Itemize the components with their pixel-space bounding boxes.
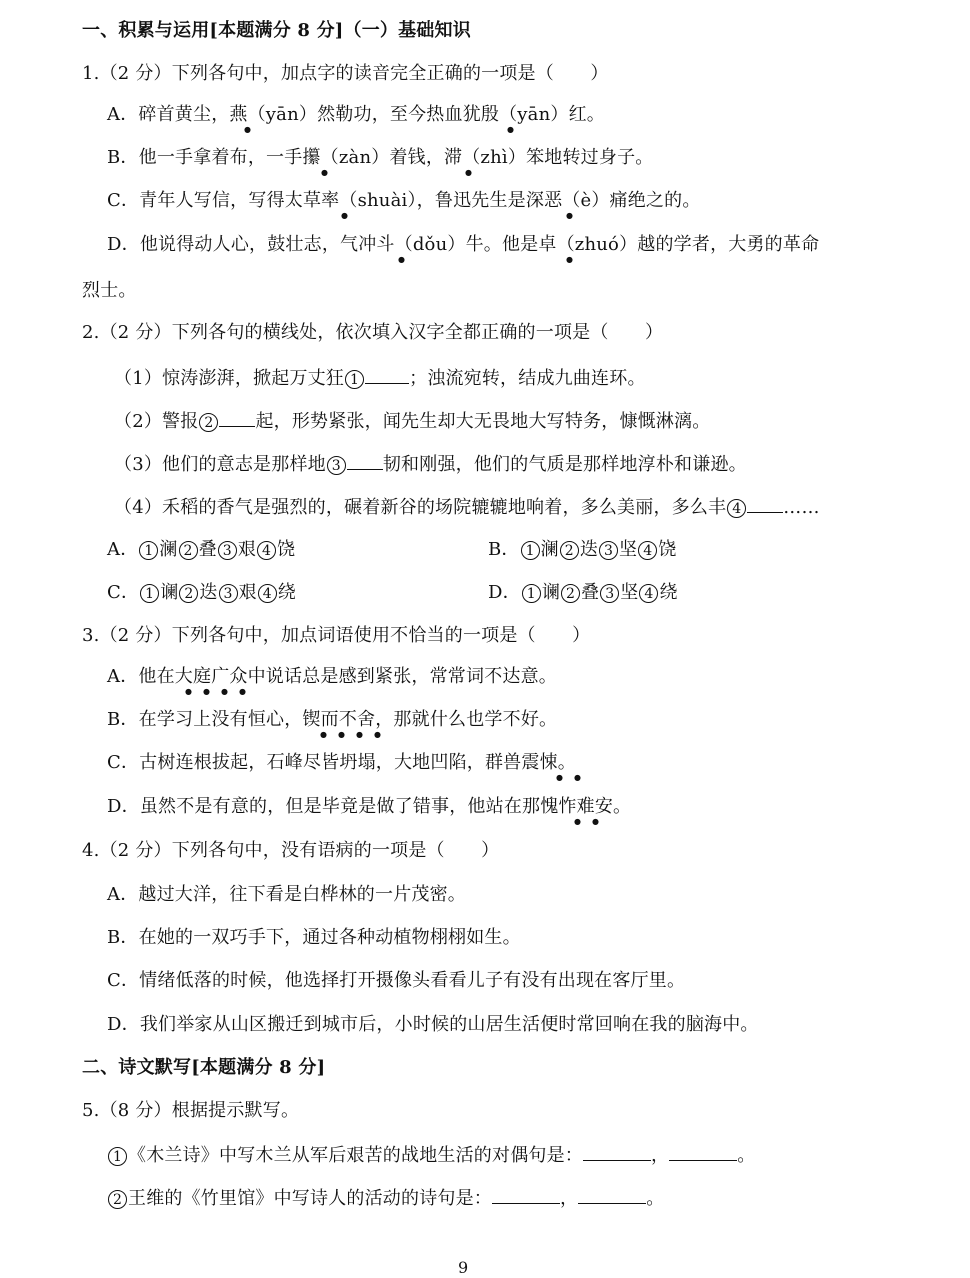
emphasis-dot: ●	[566, 255, 573, 264]
circled-number: 1	[521, 541, 540, 560]
circled-number: 2	[561, 584, 580, 603]
option-label: B．	[488, 539, 520, 560]
circled-number: 2	[560, 541, 579, 560]
emphasis-dot: ●	[398, 255, 405, 264]
emphasis-dot: ●	[338, 730, 345, 739]
emphasis-dot: ●	[592, 817, 599, 826]
q3-option-c: C．古树连根拔起，石峰尽皆坍塌，大地凹陷，群兽震悚。	[107, 752, 576, 773]
q5-item-1-text: 《木兰诗》中写木兰从军后艰苦的战地生活的对偶句是：	[128, 1145, 583, 1166]
emphasis-dot: ●	[574, 773, 581, 782]
emphasis-dot: ●	[574, 817, 581, 826]
emphasis-dot: ●	[239, 687, 246, 696]
q4-option-d: D．我们举家从山区搬迁到城市后，小时候的山居生活便时常回响在我的脑海中。	[107, 1014, 759, 1035]
emphasis-dot: ●	[341, 211, 348, 220]
option-char: 艰	[237, 539, 257, 560]
q2-s4-pre: （4）禾稻的香气是强烈的，碾着新谷的场院辘辘地响着，多么美丽，多么丰	[114, 497, 727, 518]
circled-number: 3	[219, 584, 238, 603]
circled-number: 4	[639, 584, 658, 603]
q2-s1-post: ；浊流宛转，结成九曲连环。	[409, 368, 646, 389]
q4-stem: 4.（2 分）下列各句中，没有语病的一项是（ ）	[82, 840, 500, 861]
emphasis-dot: ●	[356, 730, 363, 739]
q1-option-b: B．他一手拿着布，一手攥（zàn）着钱，滞（zhì）笨地转过身子。	[107, 147, 654, 168]
option-char: 绕	[659, 582, 678, 603]
q1-option-a: A．碎首黄尘，燕（yān）然勒功，至今热血犹殷（yān）红。	[107, 104, 605, 125]
q2-s1-pre: （1）惊涛澎湃，掀起万丈狂	[114, 368, 345, 389]
section-2-title: 二、诗文默写[本题满分 8 分]	[82, 1057, 326, 1078]
option-char: 澜	[540, 539, 559, 560]
q2-sentence-3	[114, 451, 747, 477]
section-1-title: 一、积累与运用[本题满分 8 分]（一）基础知识	[82, 20, 471, 41]
emphasis-dot: ●	[507, 125, 514, 134]
fill-blank	[747, 494, 783, 513]
q2-s2-post: 起，形势紧张，闻先生却大无畏地大写特务，慷慨淋漓。	[255, 411, 711, 432]
q2-option-c	[107, 581, 296, 605]
option-char: 迭	[579, 539, 599, 560]
option-char: 澜	[159, 539, 178, 560]
comma: ，	[560, 1188, 579, 1209]
circled-number: 1	[522, 584, 541, 603]
q2-stem: 2.（2 分）下列各句的横线处，依次填入汉字全都正确的一项是（ ）	[82, 322, 664, 343]
circled-number: 1	[140, 584, 159, 603]
q1-option-d-line1: D．他说得动人心，鼓壮志，气冲斗（dǒu）牛。他是卓（zhuó）越的学者，大勇的革命	[107, 234, 820, 255]
option-char: 饶	[658, 539, 677, 560]
q3-option-a: A．他在大庭广众中说话总是感到紧张，常常词不达意。	[107, 666, 557, 687]
circled-number: 3	[599, 541, 618, 560]
option-label: C．	[107, 582, 140, 603]
option-label: A．	[107, 539, 139, 560]
q2-s3-pre: （3）他们的意志是那样地	[114, 454, 326, 475]
option-char: 绕	[277, 582, 296, 603]
option-char: 叠	[581, 582, 600, 603]
q5-item-2-text: 王维的《竹里馆》中写诗人的活动的诗句是：	[128, 1188, 492, 1209]
q2-option-d	[488, 581, 678, 605]
q2-option-a	[107, 538, 295, 562]
q2-s3-post: 韧和刚强，他们的气质是那样地淳朴和谦逊。	[382, 454, 747, 475]
option-char: 迭	[199, 582, 218, 603]
emphasis-dot: ●	[465, 168, 472, 177]
emphasis-dot: ●	[185, 687, 192, 696]
option-char: 艰	[238, 582, 257, 603]
emphasis-dot: ●	[221, 687, 228, 696]
q2-sentence-1	[114, 365, 646, 391]
q5-item-1	[107, 1142, 755, 1168]
q2-s2-pre: （2）警报	[114, 411, 199, 432]
period: 。	[646, 1188, 665, 1209]
q3-option-b: B．在学习上没有恒心，锲而不舍，那就什么也学不好。	[107, 709, 558, 730]
q2-sentence-4	[114, 494, 820, 520]
q1-option-d-line2: 烈士。	[82, 280, 137, 301]
circled-number: 1	[108, 1147, 127, 1166]
circled-number: 1	[345, 370, 364, 389]
circled-number: 3	[327, 456, 346, 475]
q2-sentence-2	[114, 408, 710, 434]
option-label: D．	[488, 582, 521, 603]
option-char: 坚	[619, 539, 638, 560]
option-char: 饶	[277, 539, 296, 560]
q5-stem: 5.（8 分）根据提示默写。	[82, 1100, 300, 1121]
circled-number: 1	[139, 541, 158, 560]
answer-blank[interactable]	[578, 1185, 646, 1204]
emphasis-dot: ●	[244, 125, 251, 134]
fill-blank	[365, 365, 409, 384]
emphasis-dot: ●	[320, 730, 327, 739]
q2-s4-post: ……	[783, 497, 820, 518]
q3-option-d: D．虽然不是有意的，但是毕竟是做了错事，他站在那愧怍难安。	[107, 796, 632, 817]
option-char: 谰	[541, 582, 561, 603]
q3-stem: 3.（2 分）下列各句中，加点词语使用不恰当的一项是（ ）	[82, 625, 591, 646]
q5-item-2	[107, 1185, 664, 1211]
emphasis-dot: ●	[374, 730, 381, 739]
emphasis-dot: ●	[566, 211, 573, 220]
circled-number: 2	[199, 413, 218, 432]
q1-stem: 1.（2 分）下列各句中，加点字的读音完全正确的一项是（ ）	[82, 63, 609, 84]
circled-number: 3	[600, 584, 619, 603]
circled-number: 2	[108, 1190, 127, 1209]
q4-option-c: C．情绪低落的时候，他选择打开摄像头看看儿子有没有出现在客厅里。	[107, 970, 686, 991]
page-number: 9	[458, 1258, 469, 1277]
circled-number: 2	[179, 541, 198, 560]
answer-blank[interactable]	[583, 1142, 651, 1161]
option-char: 坚	[620, 582, 639, 603]
fill-blank	[219, 408, 255, 427]
circled-number: 4	[258, 584, 277, 603]
option-char: 谰	[160, 582, 179, 603]
emphasis-dot: ●	[321, 168, 328, 177]
q2-option-b	[488, 538, 676, 562]
circled-number: 3	[218, 541, 237, 560]
q1-option-c: C．青年人写信，写得太草率（shuài），鲁迅先生是深恶（è）痛绝之的。	[107, 190, 701, 211]
answer-blank[interactable]	[492, 1185, 560, 1204]
comma: ，	[651, 1145, 670, 1166]
circled-number: 4	[638, 541, 657, 560]
fill-blank	[347, 451, 383, 470]
q4-option-a: A．越过大洋，往下看是白桦林的一片茂密。	[107, 884, 466, 905]
circled-number: 4	[727, 499, 746, 518]
circled-number: 4	[257, 541, 276, 560]
q4-option-b: B．在她的一双巧手下，通过各种动植物栩栩如生。	[107, 927, 521, 948]
emphasis-dot: ●	[556, 773, 563, 782]
option-char: 叠	[198, 539, 217, 560]
period: 。	[737, 1145, 756, 1166]
emphasis-dot: ●	[203, 687, 210, 696]
answer-blank[interactable]	[669, 1142, 737, 1161]
circled-number: 2	[179, 584, 198, 603]
